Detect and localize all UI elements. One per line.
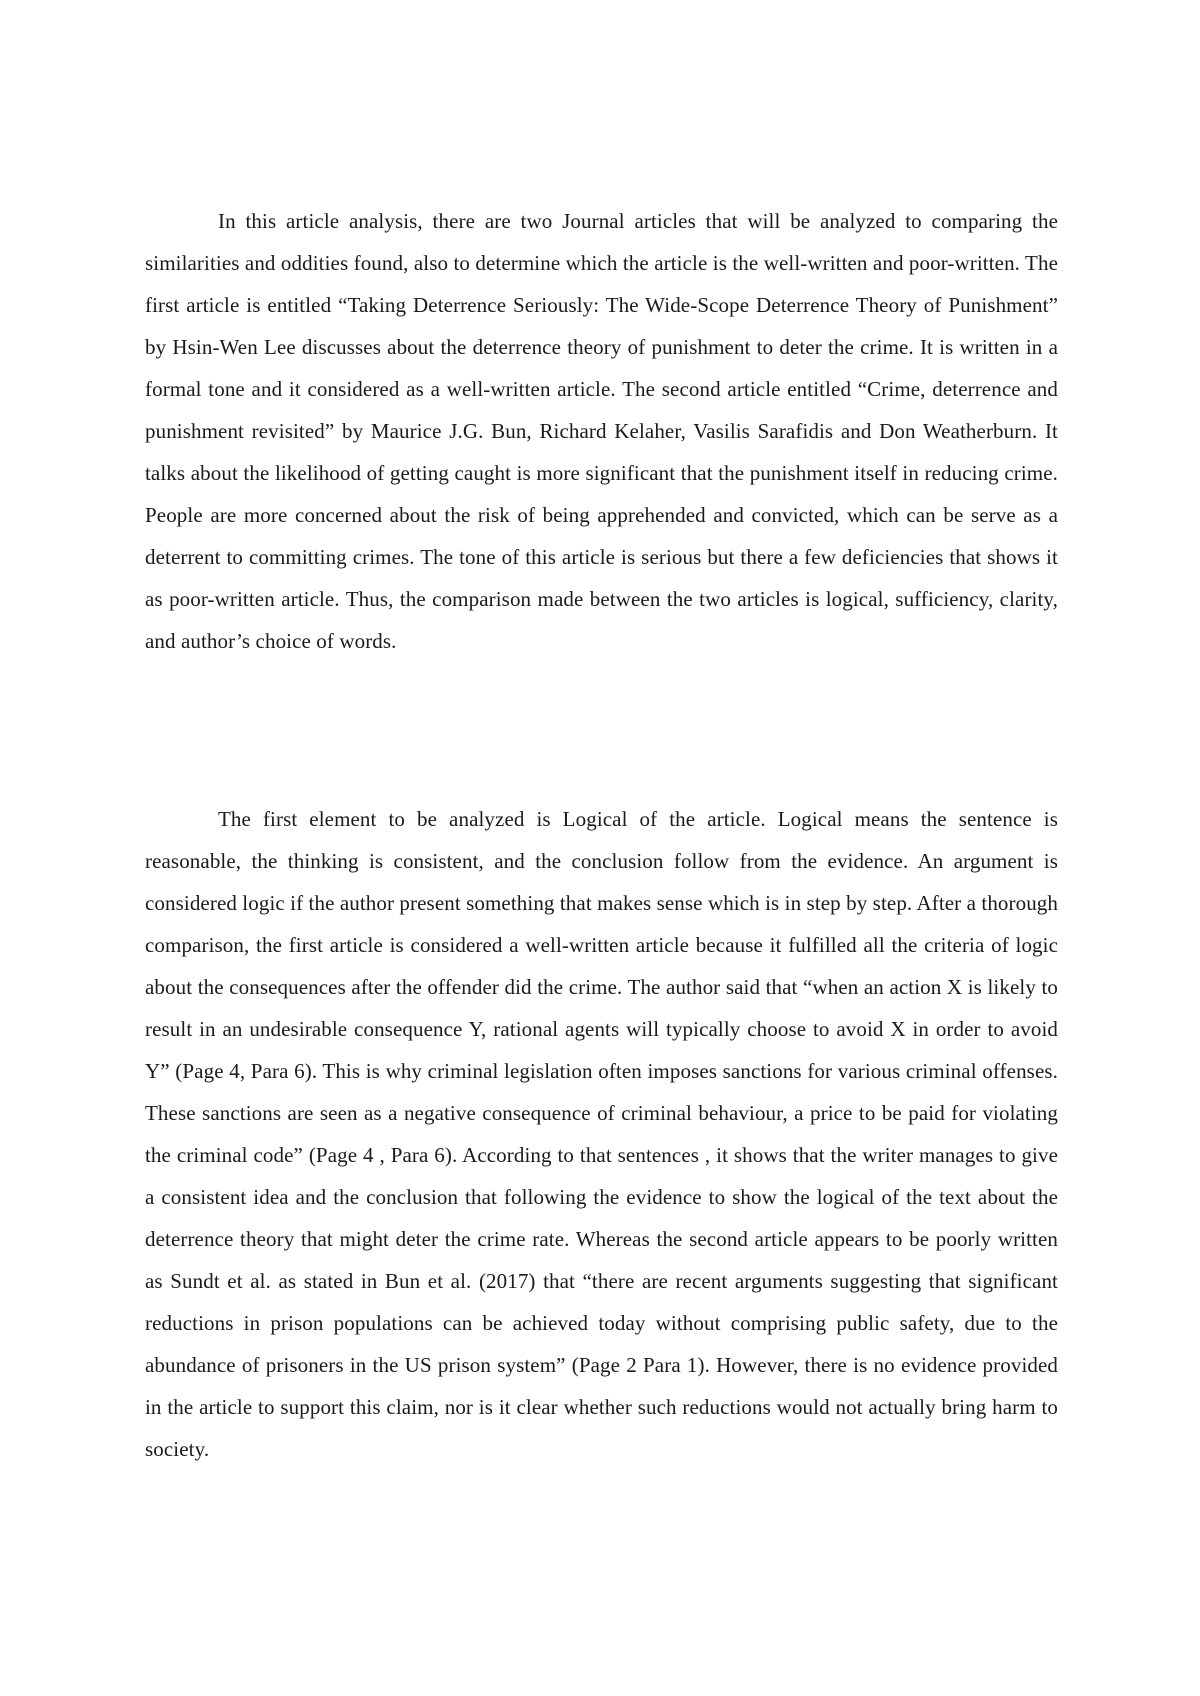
paragraph-logical-element: The first element to be analyzed is Logical of the article. Logical means the sentence is reasonable, the thinking is consistent, and the conclusion follow from the evidence. An argument is considered logic if the author present something that makes sense which is in step by step. After a thorough comparison, the first article is considered a well-written article because it fulfilled all the criteria of logic about the consequences after the offender did the crime. The author said that “when an action X is likely to result in an undesirable consequence Y, rational agents will typically choose to avoid X in order to avoid Y” (Page 4, Para 6). This is why criminal legislation often imposes sanctions for various criminal offenses. These sanctions are seen as a negative consequence of criminal behaviour, a price to be paid for violating the criminal code” (Page 4 , Para 6). According to that sentences , it shows that the writer manages to give a consistent idea and the conclusion that following the evidence to show the logical of the text about the deterrence theory that might deter the crime rate. Whereas the second article appears to be poorly written as Sundt et al. as stated in Bun et al. (2017) that “there are recent arguments suggesting that significant reductions in prison populations can be achieved today without comprising public safety, due to the abundance of prisoners in the US prison system” (Page 2 Para 1). However, there is no evidence provided in the article to support this claim, nor is it clear whether such reductions would not actually bring harm to society. — [145, 807, 1059, 1461]
paragraph-introduction: In this article analysis, there are two Journal articles that will be analyzed to comparing the similarities and oddities found, also to determine which the article is the well-written and poor-written. The first article is entitled “Taking Deterrence Seriously: The Wide-Scope Deterrence Theory of Punishment” by Hsin-Wen Lee discusses about the deterrence theory of punishment to deter the crime. It is written in a formal tone and it considered as a well-written article. The second article entitled “Crime, deterrence and punishment revisited” by Maurice J.G. Bun, Richard Kelaher, Vasilis Sarafidis and Don Weatherburn. It talks about the likelihood of getting caught is more significant that the punishment itself in reducing crime. People are more concerned about the risk of being apprehended and convicted, which can be serve as a deterrent to committing crimes. The tone of this article is serious but there a few deficiencies that shows it as poor-written article. Thus, the comparison made between the two articles is logical, sufficiency, clarity, and author’s choice of words. — [145, 209, 1058, 653]
